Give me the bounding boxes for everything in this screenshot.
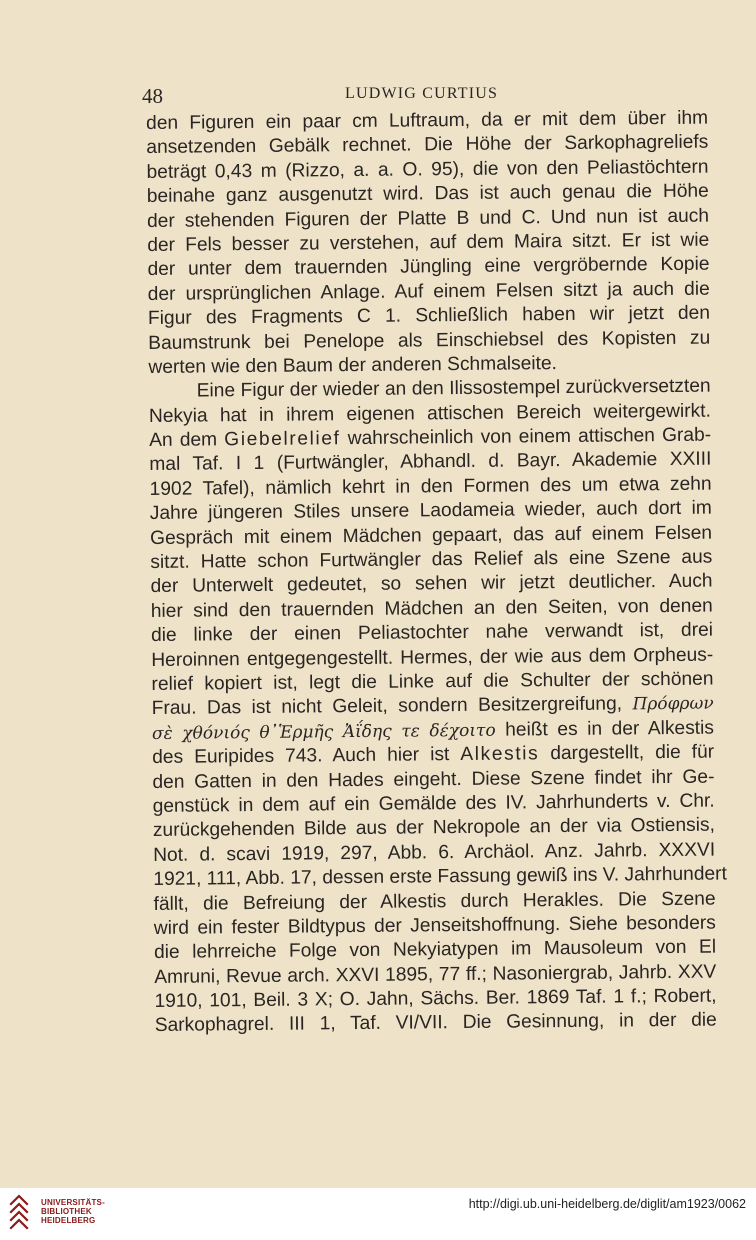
page-number: 48 <box>142 84 163 108</box>
text-line: Baumstrunk bei Penelope als Einschiebsel des Kopisten zu <box>148 327 711 354</box>
text-line: der unter dem trauernden Jüngling eine vergröbernde Kopie <box>147 253 710 281</box>
text-line: ansetzenden Gebälk rechnet. Die Höhe der Sarkophagreliefs <box>146 131 709 159</box>
text-line: hier sind den trauernden Mädchen an den Seiten, von denen <box>150 595 713 622</box>
text-line: der ursprünglichen Anlage. Auf einem Felsen sitzt ja auch die <box>147 278 710 305</box>
library-emblem-icon <box>8 1194 38 1234</box>
spaced-term-giebelrelief: Giebelrelief <box>224 428 341 451</box>
running-title: LUDWIG CURTIUS <box>345 85 499 102</box>
text-line: beträgt 0,43 m (Rizzo, a. a. O. 95), die von den Peliastöchtern <box>146 156 709 183</box>
library-logo[interactable] <box>8 1194 158 1234</box>
text-line: relief kopiert ist, legt die Linke auf die Schulter der schönen <box>151 668 714 695</box>
text-line: Not. d. scavi 1919, 297, Abb. 6. Archäol. Anz. Jahrb. XXXVI <box>153 839 716 866</box>
text-line: den Figuren ein paar cm Luftraum, da er mit dem über ihm <box>146 107 709 134</box>
text-line: Gespräch mit einem Mädchen gepaart, das auf einem Felsen <box>149 522 713 549</box>
spaced-term-alkestis: Alkestis <box>460 743 540 766</box>
text-line: 1921, 111, Abb. 17, dessen erste Fassung gewiß ins V. Jahrhundert <box>153 863 727 891</box>
text-fragment: An dem <box>149 429 218 452</box>
text-line: der stehenden Figuren der Platte B und C. Und nun ist auch <box>146 205 710 232</box>
text-line: werten wie den Baum der anderen Schmalseite. <box>148 352 558 378</box>
text-line: Jahre jüngeren Stiles unsere Laodameia wieder, auch dort im <box>149 497 712 525</box>
text-line: die lehrreiche Folge von Nekyiatypen im Mausoleum von El <box>153 936 717 964</box>
text-line: fällt, die Befreiung der Alkestis durch Herakles. Die Szene <box>153 888 716 915</box>
text-line: beinahe ganz ausgenutzt wird. Das ist auch genau die Höhe <box>146 180 709 208</box>
text-line: der Unterwelt gedeutet, so sehen wir jetzt deutlicher. Auch <box>150 571 713 598</box>
logo-line: UNIVERSITÄTS- <box>41 1198 105 1207</box>
text-line: wird ein fester Bildtypus der Jenseitshoffnung. Siehe besonders <box>153 912 716 939</box>
body-text <box>146 107 727 1039</box>
text-fragment: dargestellt, die für <box>550 741 715 765</box>
text-line: 1910, 101, Beil. 3 X; O. Jahn, Sächs. Ber. 1869 Taf. 1 f.; Robert, <box>154 985 717 1013</box>
text-fragment: heißt es in der Alkestis <box>505 717 715 741</box>
logo-text <box>41 1198 105 1225</box>
text-line: zurückgehenden Bilde aus der Nekropole an der via Ostiensis, <box>152 814 715 842</box>
text-line: genstück in dem auf ein Gemälde des IV. Jahrhunderts v. Chr. <box>152 790 715 817</box>
footer-bar <box>0 1188 756 1240</box>
text-line: Figur des Fragments C 1. Schließlich haben wir jetzt den <box>147 302 711 330</box>
text-line: Nekyia hat in ihrem eigenen attischen Bereich weitergewirkt. <box>148 400 711 427</box>
logo-line: BIBLIOTHEK <box>41 1207 92 1216</box>
text-line: Sarkophagrel. III 1, Taf. VI/VII. Die Gesinnung, in der die <box>154 1010 717 1037</box>
logo-line: HEIDELBERG <box>41 1216 96 1225</box>
greek-quote: Πρόφρων <box>632 693 714 715</box>
paragraph-start: Eine Figur der wieder an den Ilissostempel zurückversetzten <box>196 375 711 402</box>
text-line: sitzt. Hatte schon Furtwängler das Relief als eine Szene aus <box>150 546 713 574</box>
greek-quote: σὲ χθόνιός θ᾽Ἑρμῆς Ἀΐδης τε δέχοιτο <box>151 720 496 744</box>
text-line: Amruni, Revue arch. XXVI 1895, 77 ff.; Nasoniergrab, Jahrb. XXV <box>154 961 717 988</box>
text-fragment: des Euripides 743. Auch hier ist <box>152 744 450 769</box>
source-url-link[interactable]: http://digi.ub.uni-heidelberg.de/diglit/am1923/0062 <box>468 1197 746 1211</box>
text-line: mal Taf. I 1 (Furtwängler, Abhandl. d. Bayr. Akademie XXIII <box>149 449 712 476</box>
text-fragment: Frau. Das ist nicht Geleit, sondern Besitzergreifung, <box>151 693 623 720</box>
text-line: die linke der einen Peliastochter nahe verwandt ist, drei <box>150 619 714 647</box>
text-line: der Fels besser zu verstehen, auf dem Maira sitzt. Er ist wie <box>147 229 710 256</box>
text-fragment: wahrscheinlich von einem attischen Grab- <box>347 424 712 450</box>
text-line: 1902 Tafel), nämlich kehrt in den Formen des um etwa zehn <box>149 473 712 500</box>
text-line: den Gatten in den Hades eingeht. Diese Szene findet ihr Ge- <box>152 766 715 793</box>
text-line: Heroinnen entgegengestellt. Hermes, der wie aus dem Orpheus- <box>151 644 714 671</box>
